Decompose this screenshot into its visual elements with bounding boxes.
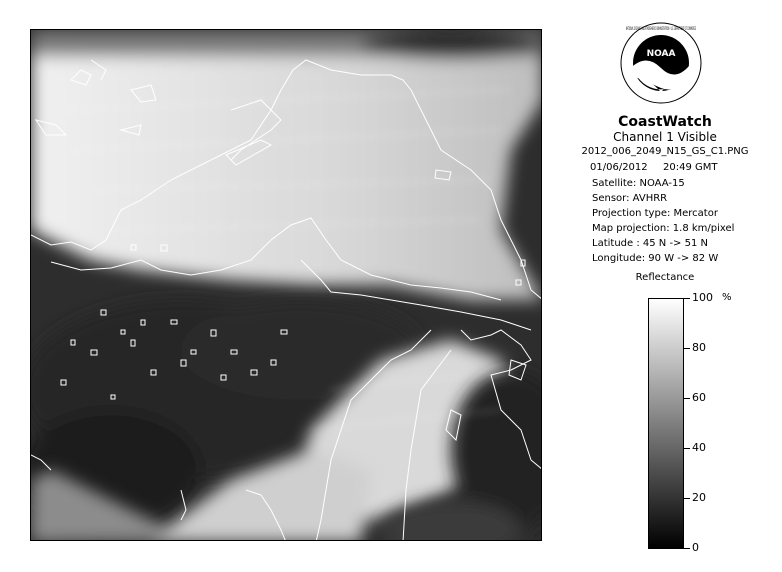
latitude-label: Latitude : 45 N -> 51 N: [592, 238, 708, 249]
filename-label: 2012_006_2049_N15_GS_C1.PNG: [581, 146, 749, 157]
projection-label: Projection type: Mercator: [592, 208, 718, 219]
satellite-label: Satellite: NOAA-15: [592, 178, 685, 189]
map-projection-label: Map projection: 1.8 km/pixel: [592, 223, 735, 234]
colorbar-tick: [684, 348, 690, 349]
colorbar-tick: [684, 548, 690, 549]
colorbar-tick-label: 100: [692, 291, 713, 304]
longitude-label: Longitude: 90 W -> 82 W: [592, 253, 719, 264]
bright-cloud-band-north: [31, 30, 542, 300]
logo-text: NOAA: [646, 49, 676, 59]
satellite-imagery-svg: [31, 30, 542, 541]
colorbar-tick: [684, 398, 690, 399]
satellite-image: [30, 29, 542, 541]
colorbar-tick-label: 80: [692, 341, 706, 354]
logo-ring-text: NATIONAL OCEANIC AND ATMOSPHERIC ADMINISTRATION · U.S. DEPARTMENT OF COMMERCE: [626, 26, 697, 31]
legend-title: Reflectance: [635, 272, 695, 283]
colorbar-tick-label: 40: [692, 441, 706, 454]
channel-label: Channel 1 Visible: [613, 130, 717, 144]
reflectance-colorbar: [648, 298, 684, 549]
time-label: 20:49 GMT: [663, 162, 718, 173]
noaa-logo: [620, 22, 702, 104]
sensor-label: Sensor: AVHRR: [592, 193, 668, 204]
legend-unit: %: [722, 292, 732, 303]
colorbar-tick-label: 20: [692, 491, 706, 504]
brand-title: CoastWatch: [618, 114, 712, 130]
colorbar-tick: [684, 498, 690, 499]
colorbar-tick-label: 0: [692, 541, 699, 554]
colorbar-tick: [684, 298, 690, 299]
date-label: 01/06/2012: [590, 162, 648, 173]
colorbar-tick-label: 60: [692, 391, 706, 404]
colorbar-tick: [684, 448, 690, 449]
